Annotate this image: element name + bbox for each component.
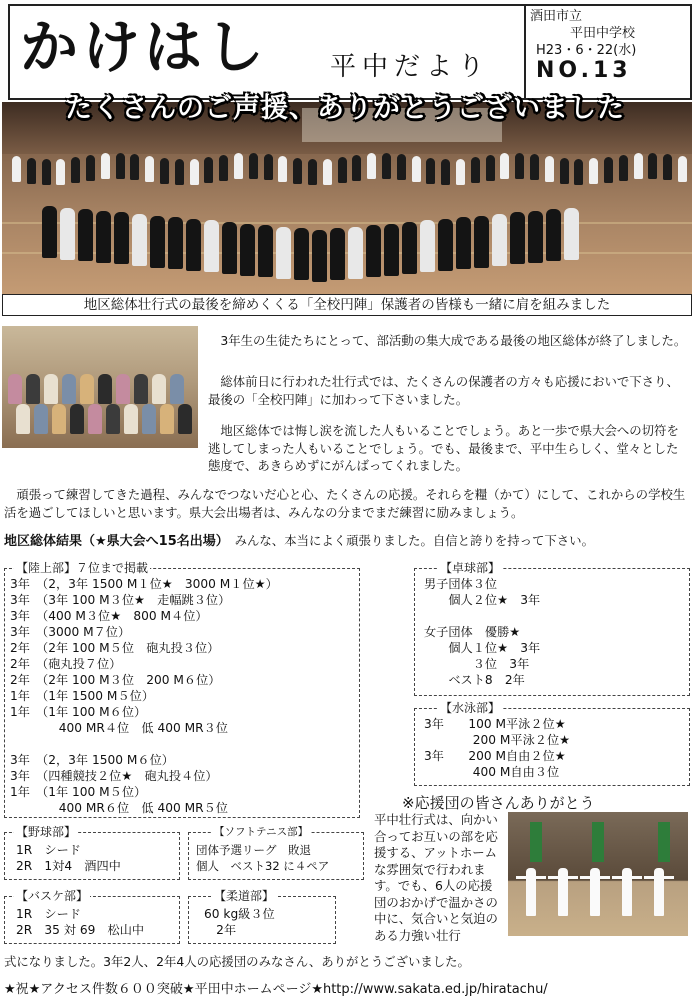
student-figure xyxy=(438,219,453,271)
student-figure xyxy=(101,153,110,179)
seated-person xyxy=(16,404,30,434)
student-figure xyxy=(420,220,435,272)
student-figure xyxy=(530,154,539,180)
result-line: 400 MR４位 低 400 MR３位 xyxy=(10,721,228,735)
banner xyxy=(658,822,670,862)
student-figure xyxy=(264,154,273,180)
school-name: 平田中学校 xyxy=(570,26,636,41)
banner xyxy=(530,822,542,862)
banner xyxy=(592,822,604,862)
cheer-arm xyxy=(612,876,642,879)
cheer-arm xyxy=(516,876,546,879)
result-line: ベスト8 2年 xyxy=(424,673,525,687)
takkyu-title: 【卓球部】 xyxy=(440,561,501,575)
student-figure xyxy=(348,227,363,279)
seated-person xyxy=(8,374,22,404)
student-figure xyxy=(510,212,525,264)
student-figure xyxy=(402,222,417,274)
result-line: 2年 xyxy=(204,923,237,937)
seated-person xyxy=(80,374,94,404)
result-line: 男子団体３位 xyxy=(424,577,498,591)
result-line: 2年 （2年 100 M５位 砲丸投３位） xyxy=(10,641,220,655)
student-figure xyxy=(382,153,391,179)
issue-info xyxy=(530,8,690,83)
cheer-arm xyxy=(644,876,674,879)
seated-person xyxy=(88,404,102,434)
student-figure xyxy=(456,217,471,269)
student-figure xyxy=(276,227,291,279)
student-figure xyxy=(96,211,111,263)
seated-person xyxy=(52,404,66,434)
basket-title: 【バスケ部】 xyxy=(16,889,89,903)
article-paragraph-2: 総体前日に行われた壮行式では、たくさんの保護者の方々も応援においで下さり、最後の「全校円陣」に加わって下さいました。 xyxy=(208,374,679,407)
student-figure xyxy=(42,159,51,185)
student-figure xyxy=(456,159,465,185)
student-figure xyxy=(648,153,657,179)
student-figure xyxy=(384,224,399,276)
result-line: 団体予選リーグ 敗退 xyxy=(196,843,311,857)
seated-person xyxy=(142,404,156,434)
result-line: 女子団体 優勝★ xyxy=(424,625,521,639)
student-figure xyxy=(352,155,361,181)
student-figure xyxy=(150,216,165,268)
result-line: 3年 100 M平泳２位★ xyxy=(424,717,566,731)
student-figure xyxy=(175,159,184,185)
seated-person xyxy=(116,374,130,404)
result-line: 3年 （2，3年 1500 M１位★ 3000 M１位★） xyxy=(10,577,278,591)
seated-person xyxy=(134,374,148,404)
student-figure xyxy=(190,159,199,185)
seated-person xyxy=(178,404,192,434)
ouendan-text-continued: 式になりました。3年2人、2年4人の応援団のみなさん、ありがとうございました。 xyxy=(4,954,470,969)
ouendan-text: 平中壮行式は、向かい合ってお互いの部を応援する、アットホームな雰囲気で行われます。でも、6人の応援団のおかげで温かさの中に、気合いと気迫のある力強い壮行 xyxy=(374,812,498,943)
student-figure xyxy=(492,214,507,266)
student-figure xyxy=(27,158,36,184)
seated-person xyxy=(98,374,112,404)
student-figure xyxy=(471,157,480,183)
article-paragraph-3: 地区総体では悔し涙を流した人もいることでしょう。あと一歩で県大会への切符を逃してしまった人もいることでしょう。でも、最後まで、平中生らしく、堂々とした態度で、あきらめずにがんばってくれました。 xyxy=(208,423,679,473)
result-line: 個人２位★ 3年 xyxy=(424,593,541,607)
student-figure xyxy=(234,153,243,179)
student-figure xyxy=(12,156,21,182)
result-line: ３位 3年 xyxy=(424,657,530,671)
seated-person xyxy=(44,374,58,404)
cheer-arm xyxy=(548,876,578,879)
seated-person xyxy=(124,404,138,434)
masthead-divider xyxy=(524,4,526,98)
footer-announcement: ★祝★アクセス件数６００突破★平田中ホームページ★http://www.sakata.ed.jp/hiratachu/ xyxy=(4,982,548,997)
seated-person xyxy=(160,404,174,434)
hero-photo xyxy=(2,102,692,294)
cheer-arm xyxy=(580,876,610,879)
seated-person xyxy=(26,374,40,404)
student-figure xyxy=(367,153,376,179)
result-line: 3年 （2，3年 1500 M６位） xyxy=(10,753,174,767)
student-figure xyxy=(604,157,613,183)
rikujo-results xyxy=(10,576,278,816)
rikujo-title: 【陸上部】７位まで掲載 xyxy=(16,561,149,575)
suiei-results xyxy=(424,716,570,780)
student-figure xyxy=(528,211,543,263)
student-figure xyxy=(219,155,228,181)
result-line xyxy=(424,608,540,624)
student-figure xyxy=(486,155,495,181)
student-figure xyxy=(589,158,598,184)
results-message: みんな、本当によく頑張りました。自信と誇りを持って下さい。 xyxy=(222,533,594,548)
student-figure xyxy=(130,154,139,180)
student-figure xyxy=(204,220,219,272)
city-name: 酒田市立 xyxy=(530,9,583,24)
student-figure xyxy=(60,208,75,260)
student-figure xyxy=(240,224,255,276)
newsletter-title: かけはし xyxy=(20,13,269,81)
yakyu-results xyxy=(16,842,121,874)
newsletter-subtitle: 平中だより xyxy=(330,52,491,82)
results-heading: 地区総体結果（★県大会へ15名出場） xyxy=(4,534,223,549)
result-line: 3年 （3000 M７位） xyxy=(10,625,131,639)
student-figure xyxy=(546,209,561,261)
seated-person xyxy=(34,404,48,434)
softtennis-results xyxy=(196,842,329,874)
student-figure xyxy=(86,155,95,181)
student-figure xyxy=(366,225,381,277)
seated-person xyxy=(170,374,184,404)
student-figure xyxy=(634,153,643,179)
student-figure xyxy=(145,156,154,182)
student-figure xyxy=(515,153,524,179)
student-figure xyxy=(663,154,672,180)
student-figure xyxy=(114,212,129,264)
student-figure xyxy=(249,153,258,179)
suiei-title: 【水泳部】 xyxy=(440,701,501,715)
judo-title: 【柔道部】 xyxy=(214,889,275,903)
result-line: 200 M平泳２位★ xyxy=(424,733,571,747)
student-figure xyxy=(204,157,213,183)
seated-person xyxy=(152,374,166,404)
result-line: 2R 35 対 69 松山中 xyxy=(16,923,145,937)
result-line: 3年 （400 M３位★ 800 M４位） xyxy=(10,609,208,623)
student-figure xyxy=(560,158,569,184)
takkyu-results xyxy=(424,576,540,688)
issue-number: NO.13 xyxy=(536,58,632,83)
result-line: 個人 ベスト32 に４ペア xyxy=(196,859,330,873)
result-line: 2年 （2年 100 M３位 200 M６位） xyxy=(10,673,221,687)
student-figure xyxy=(500,153,509,179)
seated-person xyxy=(106,404,120,434)
result-line: 3年 （四種競技２位★ 砲丸投４位） xyxy=(10,769,218,783)
student-figure xyxy=(441,159,450,185)
result-line: 1年 （1年 100 M６位） xyxy=(10,705,147,719)
student-figure xyxy=(426,158,435,184)
student-figure xyxy=(293,158,302,184)
seated-person xyxy=(62,374,76,404)
result-line: 2年 （砲丸投７位） xyxy=(10,657,122,671)
result-line: 400 MR６位 低 400 MR５位 xyxy=(10,801,228,815)
result-line: 個人１位★ 3年 xyxy=(424,641,541,655)
result-line: 1年 （1年 100 M５位） xyxy=(10,785,147,799)
result-line: 1R シード xyxy=(16,843,81,857)
result-line xyxy=(10,736,278,752)
student-figure xyxy=(294,228,309,280)
result-line: 1R シード xyxy=(16,907,81,921)
student-figure xyxy=(619,155,628,181)
hero-photo-caption: 地区総体壮行式の最後を締めくくる「全校円陣」保護者の皆様も一緒に肩を組みました xyxy=(2,294,692,316)
article-paragraph-4: 頑張って練習してきた過程、みんなでつないだ心と心、たくさんの応援。それらを糧（かて）にして、これからの学校生活を過ごしてほしいと思います。県大会出場者は、みんなの分までまだ練習に励みましょう。 xyxy=(4,487,686,520)
student-figure xyxy=(160,158,169,184)
student-figure xyxy=(42,206,57,258)
student-figure xyxy=(330,228,345,280)
article-paragraph-1: 3年生の生徒たちにとって、部活動の集大成である最後の地区総体が終了しました。 xyxy=(208,333,687,348)
student-figure xyxy=(678,156,687,182)
student-figure xyxy=(338,157,347,183)
ouendan-heading: ※応援団の皆さんありがとう xyxy=(402,794,595,812)
judo-results xyxy=(204,906,275,938)
student-figure xyxy=(78,209,93,261)
student-figure xyxy=(474,216,489,268)
issue-date: H23・6・22(水) xyxy=(536,43,637,58)
student-figure xyxy=(56,159,65,185)
student-figure xyxy=(564,208,579,260)
cheer-squad-photo xyxy=(508,812,688,936)
results-header-line xyxy=(4,530,694,549)
student-figure xyxy=(412,156,421,182)
student-figure xyxy=(186,219,201,271)
result-line: 60 kg級３位 xyxy=(204,907,275,921)
student-figure xyxy=(116,153,125,179)
result-line: 400 M自由３位 xyxy=(424,765,560,779)
student-figure xyxy=(258,225,273,277)
basket-results xyxy=(16,906,144,938)
student-figure xyxy=(168,217,183,269)
student-figure xyxy=(222,222,237,274)
result-line: 3年 （3年 100 M３位★ 走幅跳３位） xyxy=(10,593,231,607)
result-line: 2R 1対4 酒四中 xyxy=(16,859,121,873)
yakyu-title: 【野球部】 xyxy=(16,825,77,839)
seated-person xyxy=(70,404,84,434)
student-figure xyxy=(308,159,317,185)
student-figure xyxy=(323,159,332,185)
student-figure xyxy=(71,157,80,183)
student-figure xyxy=(545,156,554,182)
result-line: 3年 200 M自由２位★ xyxy=(424,749,566,763)
softtennis-title: 【ソフトテニス部】 xyxy=(214,826,309,838)
student-figure xyxy=(132,214,147,266)
student-figure xyxy=(397,154,406,180)
hero-headline: たくさんのご声援、ありがとうございました xyxy=(65,93,625,124)
student-figure xyxy=(574,159,583,185)
student-figure xyxy=(312,230,327,282)
student-figure xyxy=(278,156,287,182)
parents-photo xyxy=(2,326,198,448)
result-line: 1年 （1年 1500 M５位） xyxy=(10,689,155,703)
